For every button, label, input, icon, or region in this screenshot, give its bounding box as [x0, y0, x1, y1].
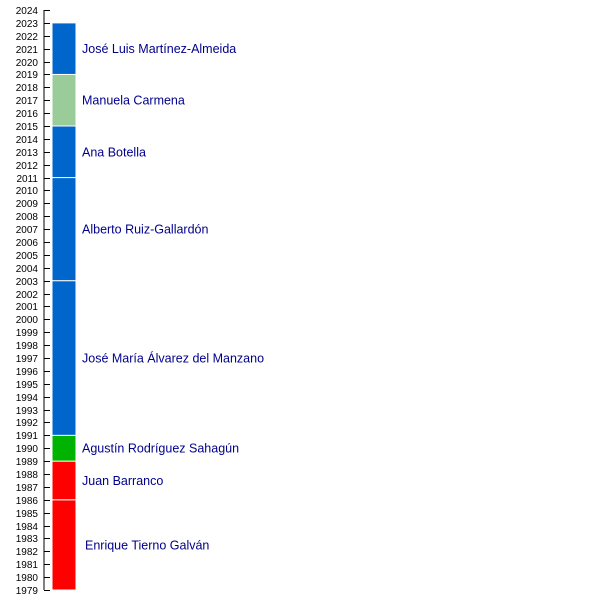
year-label: 1985 [15, 509, 38, 520]
mayor-label: José María Álvarez del Manzano [82, 351, 265, 366]
term-bar [52, 126, 76, 178]
year-label: 1994 [15, 393, 38, 404]
year-label: 1981 [15, 560, 38, 571]
year-label: 2009 [15, 199, 38, 210]
year-label: 1990 [15, 444, 38, 455]
year-label: 1980 [15, 573, 38, 584]
year-label: 1995 [15, 380, 38, 391]
year-label: 2024 [15, 6, 38, 17]
year-label: 2001 [15, 302, 38, 313]
year-label: 2016 [15, 109, 38, 120]
year-label: 2002 [15, 290, 38, 301]
term-bar [52, 23, 76, 75]
year-label: 2000 [15, 315, 38, 326]
year-label: 1992 [15, 418, 38, 429]
year-label: 2020 [15, 58, 38, 69]
year-label: 2008 [15, 212, 38, 223]
year-label: 1993 [15, 406, 38, 417]
mayor-labels [82, 42, 264, 552]
year-label: 1997 [15, 354, 38, 365]
year-label: 1996 [15, 367, 38, 378]
year-label: 1988 [15, 470, 38, 481]
year-label: 2006 [15, 238, 38, 249]
year-label: 2014 [15, 135, 38, 146]
year-label: 1984 [15, 522, 38, 533]
mayor-label: Enrique Tierno Galván [85, 538, 210, 553]
term-bar [52, 435, 76, 461]
year-label: 2003 [15, 277, 38, 288]
year-label: 2015 [15, 122, 38, 133]
term-bar [52, 178, 76, 281]
mayor-label: Agustín Rodríguez Sahagún [82, 441, 240, 456]
year-label: 2017 [15, 96, 38, 107]
mayor-label: Manuela Carmena [82, 93, 185, 108]
year-label: 2018 [15, 83, 38, 94]
year-label: 1983 [15, 534, 38, 545]
year-label: 1987 [15, 483, 38, 494]
year-label: 2005 [15, 251, 38, 262]
year-label: 1986 [15, 496, 38, 507]
mayor-label: Juan Barranco [82, 473, 164, 488]
year-axis [16, 6, 50, 597]
year-label: 2011 [16, 174, 38, 185]
mayor-label: Ana Botella [82, 145, 146, 160]
year-label: 2012 [15, 161, 38, 172]
year-label: 2023 [15, 19, 38, 30]
term-bar [52, 461, 76, 500]
year-label: 1982 [15, 547, 38, 558]
term-bar [52, 74, 76, 126]
year-label: 2010 [15, 186, 38, 197]
year-label: 2004 [15, 264, 38, 275]
term-bar [52, 281, 76, 436]
year-label: 1991 [15, 431, 38, 442]
term-bar [52, 500, 76, 590]
year-label: 2021 [15, 45, 38, 56]
year-label: 2007 [15, 225, 38, 236]
mayor-label: Alberto Ruiz-Gallardón [82, 222, 209, 237]
year-label: 2019 [15, 70, 38, 81]
year-label: 1979 [15, 586, 38, 597]
year-label: 2022 [15, 32, 38, 43]
year-label: 1999 [15, 328, 38, 339]
mayor-label: José Luis Martínez-Almeida [82, 42, 237, 57]
year-label: 1998 [15, 341, 38, 352]
term-bars [52, 23, 76, 590]
year-label: 1989 [15, 457, 38, 468]
year-label: 2013 [15, 148, 38, 159]
